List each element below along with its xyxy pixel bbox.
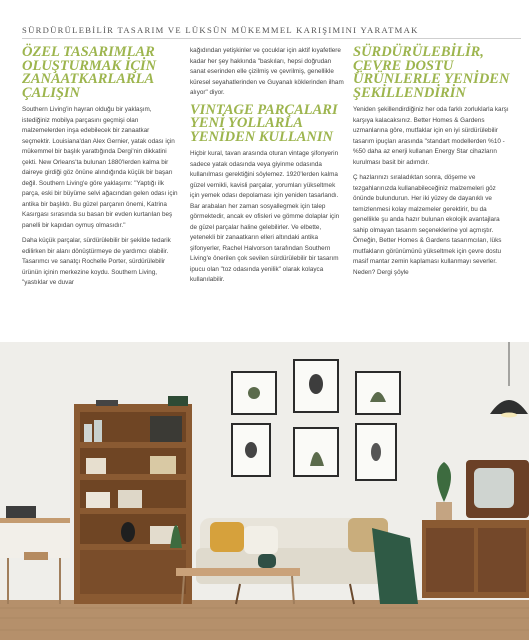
wooden-bookshelf	[74, 396, 192, 604]
article-column-1	[22, 46, 178, 294]
page-header	[0, 0, 529, 40]
body-paragraph: Yeniden şekillendirdiğiniz her oda farklı zorluklarla karşı karşıya kalacaksınız. Better Homes & Gardens uzmanlarına göre, mutfaklar için en iyi sürdürülebilir tasarım ipuçları arasında "standart modellerden %10 -%50 daha az enerji kullanan Energy Star cihazların kurulması basit bir adımdır.	[353, 106, 509, 166]
article-column-2	[190, 46, 346, 291]
body-paragraph: Daha küçük parçalar, sürdürülebilir bir şekilde tedarik edilirken bir alanı dönüştürmeye de yardımcı olabilir. Tasarımcı ve sanatçı Rochelle Porter, sürdürülebilir ürünün içinin merkezine koydu. Southern Living, "yastıklar ve duvar	[22, 237, 171, 287]
article-column-3	[353, 46, 513, 283]
body-paragraph: kağıdından yetişkinler ve çocuklar için aktif kıyafetlere kadar her şey hakkında "baskıları, hepsi doğrudan sanat eserinden elle çizilmiş ve çevrilmiş, genellikle küresel seyahatlerinden ve Guyanalı köklerinden ilham alıyor" diyor.	[190, 47, 344, 96]
section-heading-vintage: VINTAGE PARÇALARI YENİ YOLLARLA YENİDEN KULLANIN	[190, 101, 338, 145]
header-divider	[22, 38, 521, 39]
body-paragraph: Ç hazlarınızı sıraladıktan sonra, döşeme ve tezgahlarınızda kullanabileceğiniz malzemeleri göz önünde bulundurun. Her iki yüzey de dayanıklı ve temizlenmesi kolay malzemeler gerektirir, bu da genellikle şu anda hazır bulunan ekolojik avantajlara sahip olmayan tasarım seçeneklerine yol açmıştır. Örneğin, Better Homes & Gardens tasarımcıları, lüks mutfakların görünümünü yükseltmek için çevre dostu masif mantar zemin kaplaması kullanmayı severler. Neden? Dergi şöyle	[353, 174, 502, 276]
wood-floor	[0, 600, 529, 640]
living-room-photo	[0, 342, 529, 640]
section-heading-sustainable: SÜRDÜRÜLEBİLİR, ÇEVRE DOSTU ÜRÜNLERLE YENİDEN ŞEKİLLENDİRİN	[353, 44, 510, 101]
body-paragraph: Southern Living'in hayran olduğu bir yaklaşım, istediğiniz mobilya parçasını geçmişi olan malzemelerden inşa edebilecek bir zanaatkar seçmektir. Louisiana'dan Alex Gernier, yatak odası için mükemmel bir başlık yarattığında Dergi'nin dikkatini çekti. New Orleans'ta bulunan 1880'lerden kalma bir daireye girdiği göz önüne alındığında küçük bir başarı değil. Southern Living'e göre yaklaşımı: "Yaptığı ilk parça, eski bir büyüme selvi ağacından gelen odası için antika bir başlıktı. Bu güzel parçanın önemi, Katrina Kasırgası sırasında su basan bir evden kurtarılan beş panelli bir kapıdan oymuş olmasıdır."	[22, 106, 178, 229]
running-title: SÜRDÜRÜLEBİLİR TASARIM VE LÜKSÜN MÜKEMMEL KARIŞIMINI YARATMAK	[22, 25, 419, 35]
body-paragraph: Hiçbir kural, tavan arasında oturan vintage şifonyerin sadece yatak odasında veya giyinme odasında kullanılması gerektiğini söylemez. 1920'lerden kalma güzel vernikli, kavisli parçalar, yorumları yükseltmek için yemek odası depolaması için yeniden tasarlandı. Bar arabaları her zaman sosyallegmek için talep görmektedir, ancak ev ofisleri ve gömme dolaplar için de güzel parçalar haline gelebilirler. Ve elbette, yetenekli bir zanaatkarın elleri altındaki antika şifonyerler, Rachel Halvorson tarafından Southern Living'e önerilen çok sevilen sürdürülebilir bir tasarım ipucu olan "toz odasında yenilik" olarak kolayca kullanılabilir.	[190, 150, 340, 284]
section-heading-custom-designs: ÖZEL TASARIMLAR OLUŞTURMAK İÇİN ZANAATKARLARLA ÇALIŞIN	[22, 44, 157, 101]
